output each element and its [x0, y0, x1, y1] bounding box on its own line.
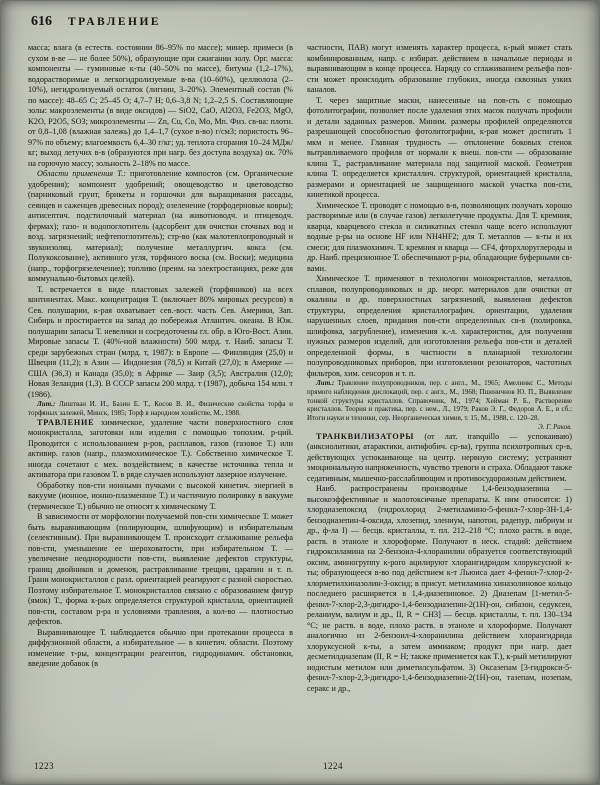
article-author: Э. Г. Раков. [538, 422, 572, 431]
paragraph-torf-reserves: Т. встречается в виде пластовых залежей (торфяников) на всех континентах. Макс. концентрация Т. (включает 80% мировых ресурсов) в Сев. полушарии, к-рая охватывает сев.-вост. часть Сев. Америки, Зап. Сибирь и простирается на запад до побережья Атлантич. океана. В Юж. полушарии запасы Т. невелики и сосредоточены гл. обр. в Юго-Вост. Азии. Мировые запасы Т. (40%-ной влажности) 500 млрд. т. Наиб. запасы Т. среди зарубежных стран (млрд. т, 1987): в Европе — Финляндия (25,0) и Швеция (11,2); в Азии — Индонезия (78,5) и Китай (27,0); в Америке — США (36,3) и Канада (35,0); в Африке — Заир (3,5); Австралия (12,0); Новая Зеландия (1,3). В СССР запасы 200 млрд. т (1987), добыча 154 млн. т (1986). [28, 284, 293, 399]
paragraph-torf-applications: Области применения Т.: приготовление компостов (см. Органические удобрения); компонент удобрений; овощеводство и цветоводство (парниковый грунт, брикеты и горшочки для выращивания рассады, сеянцев и саженцев древесных пород); озеленение (торфодерновые ковры); антисептич. подстилочный материал (на животноводч. и птицеводч. фермах); газо- и водопоглотитель (адсорбент для очистки сточных вод и возд. загрязнений; нефтепоглотитель); стр-во (как малотеплопроводный и звукоизоляц. материал); получение металлургич. кокса (см. Полукоксование), активного угля, торфяного воска (см. Воски); медицина (напр., торфогрязелечение); топливо (преим. на электростанциях, реже для коммунально-бытовых целей). [28, 169, 293, 283]
running-title: ТРАВЛЕНИЕ [68, 16, 162, 28]
entry-travlenie: ТРАВЛЕНИЕ химическое, удаление части поверхностного слоя монокристалла, заготовки или изделия с помощью топохим. р-ций. Проводится с использованием р-ров, расплавов, газов (газовое Т.) или активир. газов (напр., плазмохимическое Т.). Собственно химическое Т. иногда сочетают с мех. воздействием; в качестве источника тепла и активатора при газовом Т. в ряде случаев используют лазерное излучение. [28, 417, 293, 480]
running-head [31, 14, 161, 30]
entry-headword: ТРАНКВИЛИЗАТОРЫ [316, 431, 415, 441]
paragraph-benzodiazepines: Наиб. распространены производные 1,4-бензодиазепина — высокоэффективные и малотоксичные препараты. К ним относятся: 1) хлордиазепоксид (гидрохлорид 2-метиламино-5-фенил-7-хлор-3Н-1,4-бензодиазепин-4-оксида, хлозепид, элениум, напотон, радепур, либриум и др., ф-ла I) — бесцв. кристаллы, т. пл. 212–218 °С; плохо раств. в воде, раств. в этаноле и хлороформе. Получают в неск. стадий: действием гидроксиламина на 2-бензоил-4-хлоранилин образуется соответствующий оксим, аминогруппу к-рого ацилируют хлорангидридом хлоруксусной к-ты; образующееся в-во под действием к-т Льюиса дает 4-фенил-7-хлор-2-хлорметилхиназолин-3-оксид; в присут. метиламина хиназолиновое кольцо последнего расширяется в 1,4-диазепиновое. 2) Диазепам [1-метил-5-фенил-7-хлор-2,3-дигидро-1,4-бензодиазепин-2(1Н)-он, сибазон, седуксен, реланиум, валиум и др., II, R = CH3] — бесцв. кристаллы, т. пл. 130–134 °С; не раств. в воде, плохо раств. в этаноле и хлороформе. Получают аналогично из 2-бензоил-4-хлоранилина действием хлорангидрида хлоруксусной к-ты, а затем аммиаком; продукт при нагр. дает десметилдиазепам (II, R = Н; также применяется как Т.), к-рый метилируют иодистым метилом или диметилсульфатом. 3) Оксазепам [3-гидрокси-5-фенил-7-хлор-2,3-дигидро-1,4-бензодиазепин-2(1Н)-он, тазепам, нозепам, серакс и др., [307, 484, 572, 693]
text-columns [28, 43, 572, 752]
paragraph-etching-additives: частности, ПАВ) могут изменять характер процесса, к-рый может стать комбинированным, напр. с избират. действием в начальные периоды и выравнивающим в конце процесса. Наряду со сглаживанием рельефа пов-сти может происходить образование глубоких, иногда сквозных узких каналов. [307, 43, 572, 94]
paragraph-etching-literature: Лит.: Травление полупроводников, пер. с англ., М., 1965; Амелинкс С., Методы прямого наблюдения дислокаций, пер. с англ., М., 1968; Пшеничнов Ю. П., Выявление тонкой структуры кристаллов. Справочник, М., 1974; Хейман Р. Б., Растворение кристаллов. Теория и практика, пер. с нем., Л., 1979; Раков Э. Г., Федоров А. Е., в сб.: Итоги науки и техники, сер. Неорганическая химия, т. 15, М., 1988, с. 120–28. Э. Г. Раков. [307, 379, 572, 431]
entry-headword: ТРАВЛЕНИЕ [37, 417, 95, 427]
paragraph-torf-composition: масса; влага (в естеств. состоянии 86–95% по массе); минер. примеси (в сухом в-ве — не более 50%), образующие при сжигании золу. Орг. масса: компоненты — гуминовые к-ты (40–50% по массе), битумы (1,2–17%), водорастворимые и легкогидролизуемые в-ва (10–60%), целлюлоза (2–10%), негидролизуемый остаток (лигнин, 3–20%). Элементный состав (% по массе): 48–65 C; 25–45 O; 4,7–7 H; 0,6–3,8 N; 1,2–2,5 S. Составляющие золы: макроэлементы (в виде оксидов) — SiO2, CaO, Al2O3, Fe2O3, MgO, K2O, P2O5, SO3; микроэлементы — Zn, Cu, Co, Mo, Mn. Физ. св-ва: плотн. от 0,8–1,08 (влажная залежь) до 1,4–1,7 (сухое в-во) г/см3; пористость 96–97% по объему; влагоемкость 6,4–30 г/кг; уд. теплота сгорания 10–24 МДж/кг; выход летучих в-в (образуются при нагр. без доступа воздуха) ок. 70% на горючую массу; зольность 2–18% по массе. [28, 43, 293, 168]
paragraph-etching-reagents: Химическое Т. проводят с помощью в-в, позволяющих получать хорошо растворимые или (в случае газов) легколетучие продукты. Для Т. кремния, кварца, кварцевого стекла и силикатных стекол чаще всего используют водные р-ры на основе HF или NH4HF2; для Т. металлов — к-ты и их смеси; для плазмохимич. Т. кремния и кварца — CF4, фторхлоруглероды и др. Наиб. прецизионное Т. обеспечивают р-ры, обладающие буферными св-вами. [307, 200, 572, 273]
entry-trankvilizatory: ТРАНКВИЛИЗАТОРЫ (от лат. tranquillo — успокаиваю) (анксиолитики, атарактики, антифобич. ср-ва), группа психотропных ср-в, действующих успокаивающе на центр. нервную систему; устраняют эмоциональную напряженность, чувство тревоги и страха. Обладают также седативным, мышечно-расслабляющим и противосудорожным действием. [307, 431, 572, 483]
paragraph-etching-morphology: В зависимости от морфологии получаемой пов-сти химическое Т. может быть выравнивающим (полирующим, шлифующим) и избирательным (селективным). При выравнивающем Т. происходит сглаживание рельефа пов-сти, уменьшение ее шероховатости, при избирательном Т. — увеличение неоднородности пов-сти, выявление дефектов структуры, границ двойников и доменов, растравливание трещин, царапин и т. п. Грани монокристаллов с разл. ориентацией реагируют с разной скоростью. Поэтому избирательное Т. монокристаллов связано с образованием фигур (ямок) Т., форма к-рых определяется структурой кристалла, ориентацией пов-сти, составом р-ра и условиями травления, а кол-во — плотностью дефектов. [28, 512, 293, 627]
right-column [307, 43, 572, 752]
paragraph-etching-masks: Т. через защитные маски, нанесенные на пов-сть с помощью фотолитографии, позволяет после удаления этих масок получать профили и детали заданных размеров. Миним. размеры профилей определяются разрешающей способностью фотолитографии, к-рая может достигать 1 мкм и менее. Главная трудность — отклонение боковых стенок вытравливаемого профиля от нормали к внеш. пов-сти — образование клина Т., растравливание материала под защитной маской. Геометрия клина Т. определяется кристаллич. структурой, ориентацией кристалла, размерами и ориентацией не защищенного маской участка пов-сти, кинетикой процесса. [307, 95, 572, 199]
paragraph-ion-beams: Обработку пов-сти ионными пучками с высокой кинетич. энергией в вакууме (ионное, ионно-плазменное Т.) и частичную полировку в вакууме (термическое Т.) обычно не относят к химическому Т. [28, 480, 293, 511]
column-number-right: 1224 [323, 761, 343, 771]
paragraph-torf-literature: Лит.: Лиштван И. И., Базин Е. Т., Косов В. И., Физические свойства торфа и торфяных залежей, Минск, 1985; Торф в народном хозяйстве, М., 1988. [28, 400, 293, 417]
paragraph-etching-regimes: Выравнивающее Т. наблюдается обычно при протекании процесса в диффузионной области, а избирательное — в кинетич. области. Поэтому изменение т-ры, концентрации реагентов, гидродинамич. обстановки, введение добавок (в [28, 627, 293, 669]
paragraph-etching-uses: Химическое Т. применяют в технологии монокристаллов, металлов, сплавов, полупроводниковых и др. неорг. материалов для очистки от окалины и др. поверхностных загрязнений, выявления дефектов структуры, определения кристаллографич. ориентации, удаления нарушенных слоев, придания пов-сти определенных св-в (полировка, шлифовка, загрубление), изменения к.-л. характеристик, для получения нужных размеров изделий, для изготовления рельефа пов-сти и деталей определенной формы, в частности в планарной технологии полупроводниковых приборов, при изготовлении резонаторов, частотных фильтров, хим. сенсоров и т. п. [307, 274, 572, 378]
column-number-left: 1223 [34, 761, 54, 771]
page-number: 616 [31, 14, 52, 29]
left-column [28, 43, 293, 752]
